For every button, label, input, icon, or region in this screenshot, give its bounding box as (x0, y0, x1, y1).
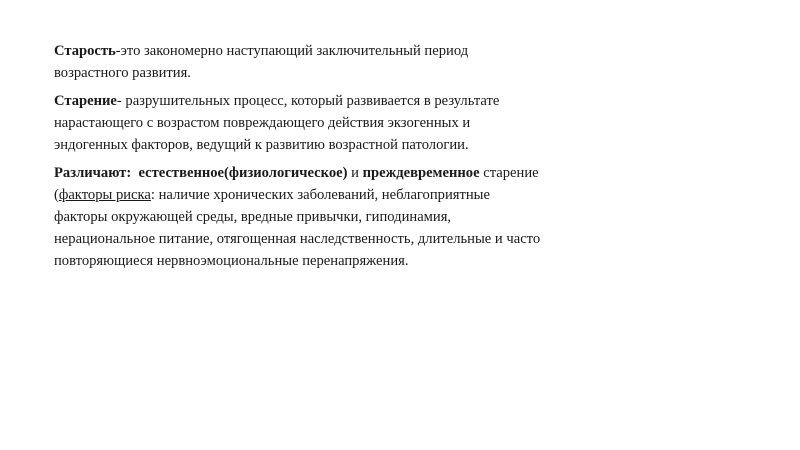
paragraph-old-age (54, 40, 694, 84)
types-line-1 (54, 162, 694, 184)
term-risk-factors: факторы риска (58, 187, 151, 203)
word-and: и (351, 165, 359, 181)
aging-line-3: эндогенных факторов, ведущий к развитию возрастной патологии. (54, 137, 469, 153)
types-line-5: повторяющиеся нервноэмоциональные перенапряжения. (54, 253, 409, 269)
old-age-line-1 (54, 40, 694, 62)
term-premature: преждевременное (362, 165, 480, 181)
term-aging: Старение (54, 93, 117, 109)
slide-text-block (54, 40, 694, 278)
risk-factors-list: : наличие хронических заболеваний, неблагоприятные (150, 187, 490, 203)
term-distinguish: Различают: (54, 165, 132, 181)
old-age-line-2: возрастного развития. (54, 65, 191, 81)
term-old-age: Старость (54, 43, 116, 59)
old-age-definition: -это закономерно наступающий заключительный период (115, 43, 469, 59)
paragraph-aging (54, 90, 694, 156)
open-paren: ( (54, 187, 59, 203)
types-line-4: нерациональное питание, отягощенная наследственность, длительные и часто (54, 231, 541, 247)
aging-line-1 (54, 90, 694, 112)
term-natural: естественное(физиологическое) (138, 165, 348, 181)
types-line-3: факторы окружающей среды, вредные привычки, гиподинамия, (54, 209, 452, 225)
paragraph-types (54, 162, 694, 272)
types-line-2 (54, 184, 694, 206)
aging-line-2: нарастающего с возрастом повреждающего действия экзогенных и (54, 115, 471, 131)
word-aging: старение (483, 165, 539, 181)
aging-definition: - разрушительных процесс, который развивается в результате (116, 93, 500, 109)
